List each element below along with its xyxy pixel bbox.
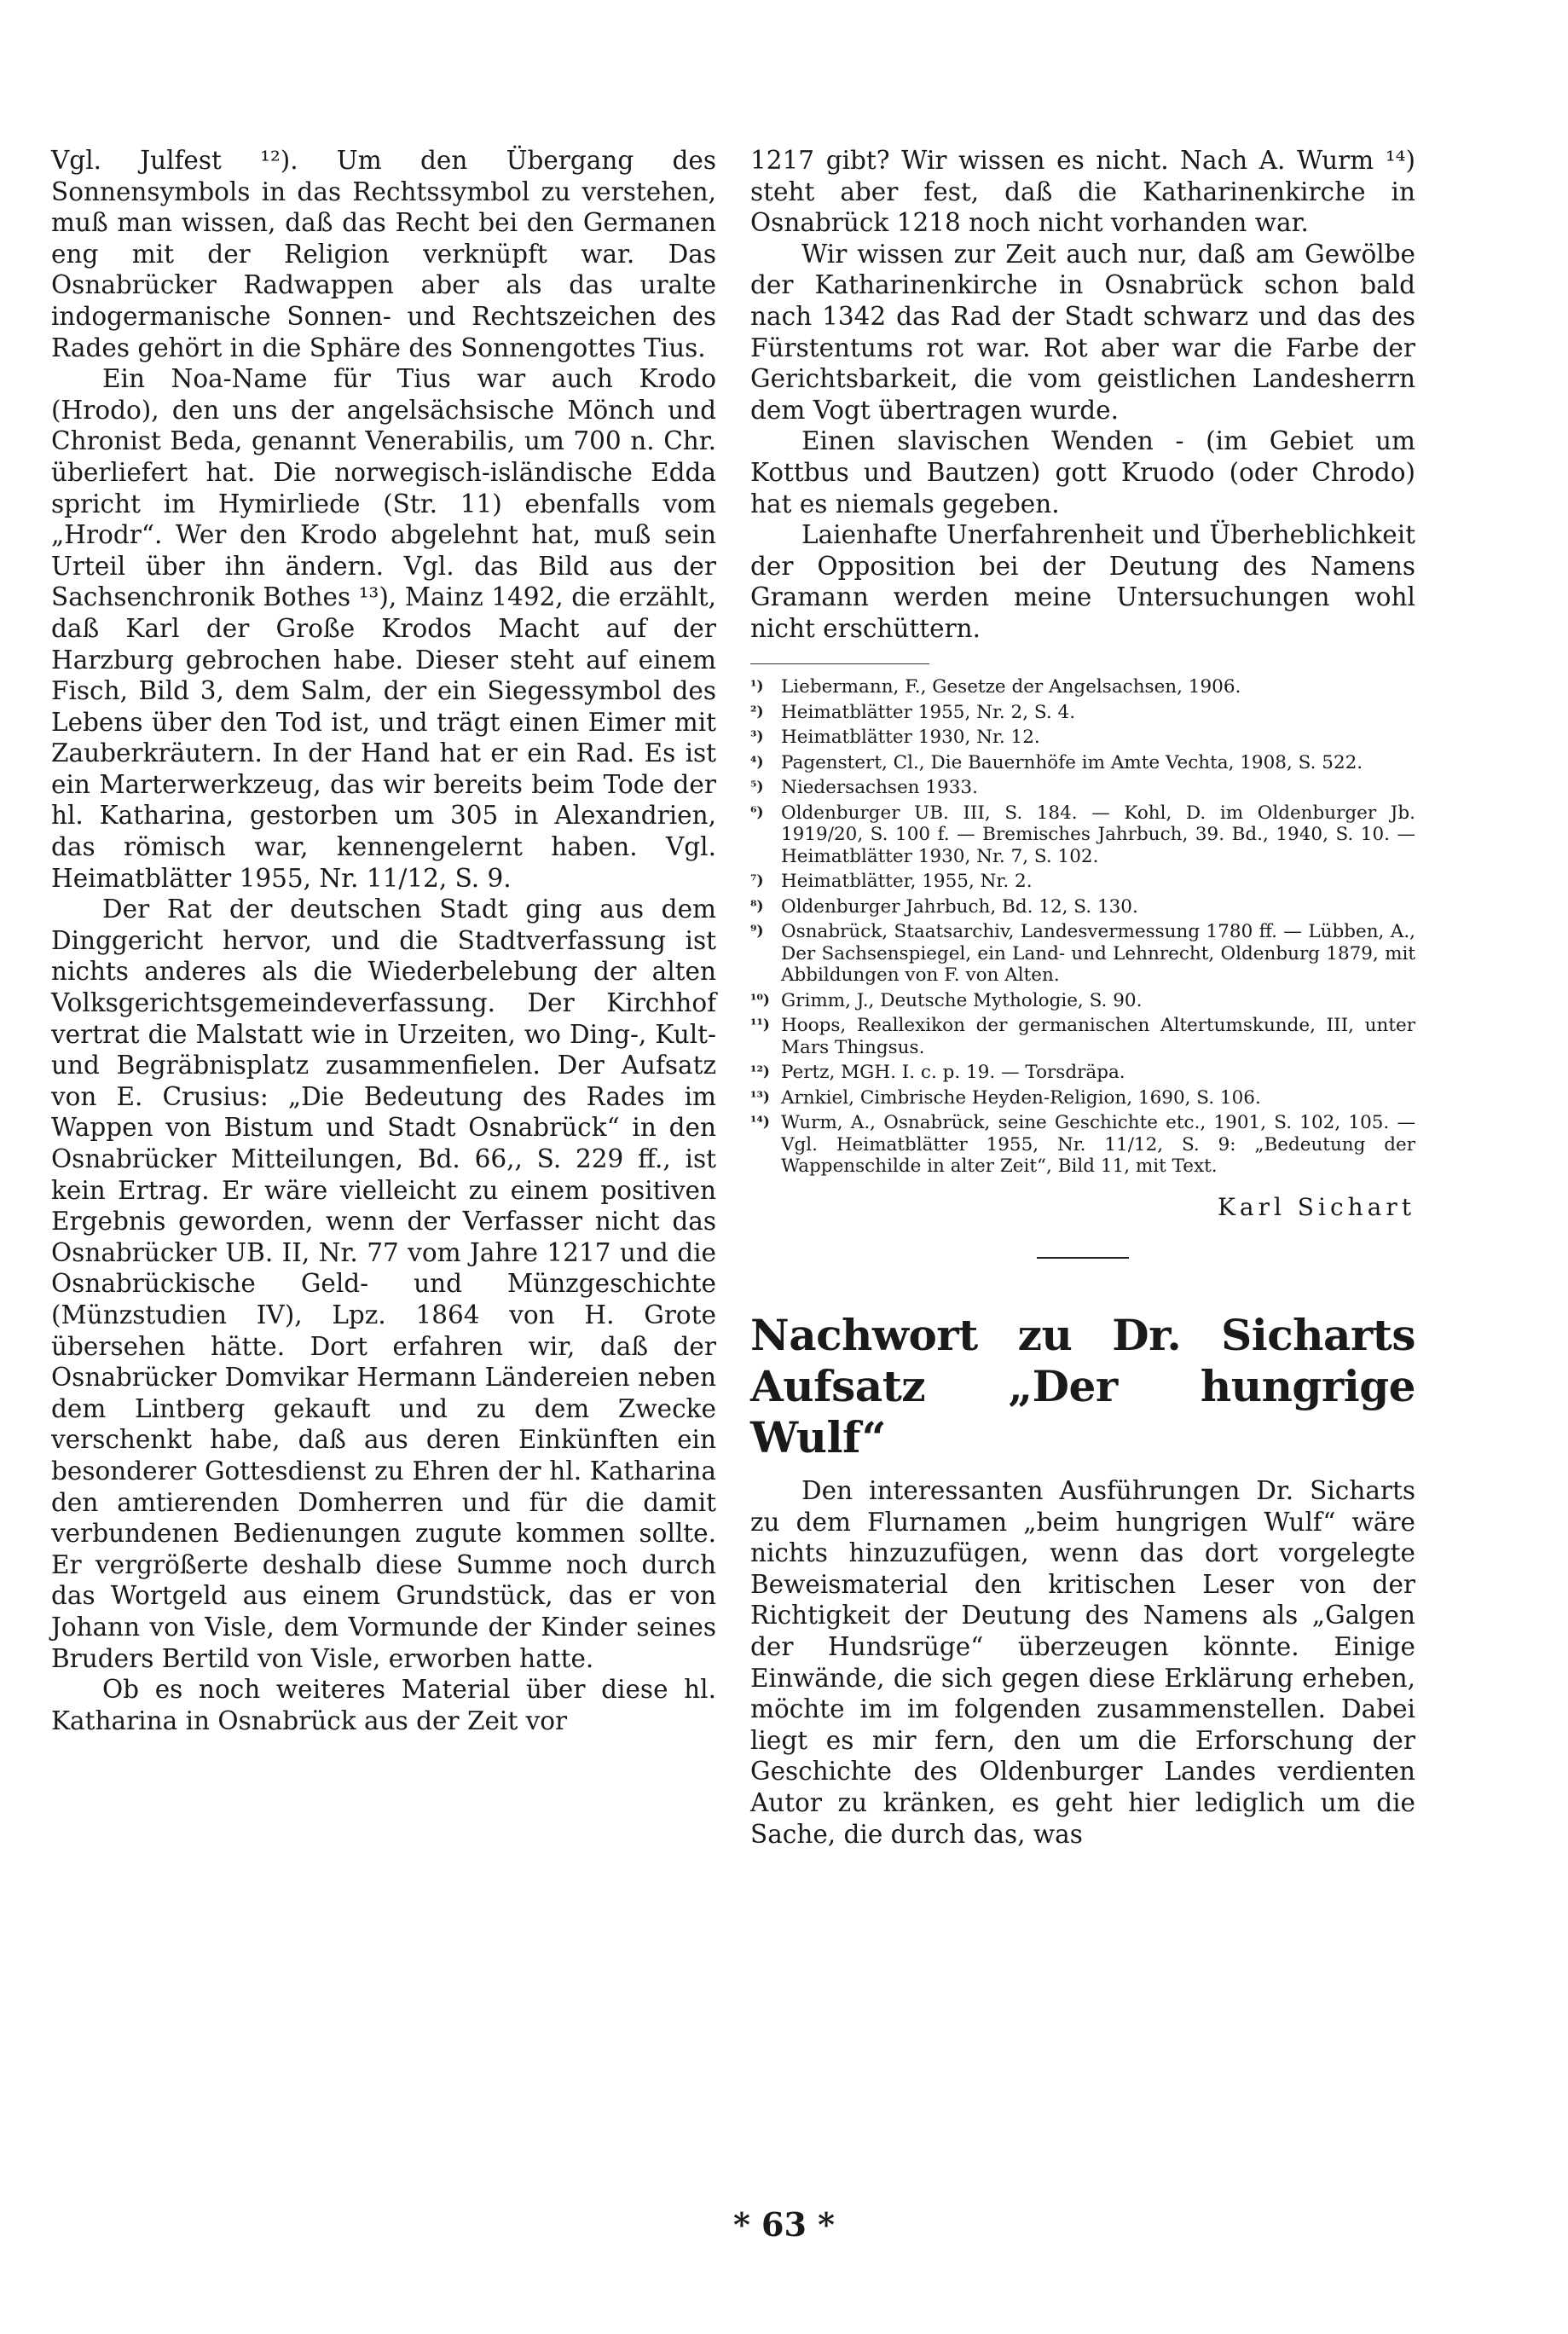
footnote-number: ¹): [750, 678, 764, 695]
footnote-number: ³): [750, 728, 764, 745]
footnote-text: Osnabrück, Staatsarchiv, Landesvermessung 1780 ff. — Lübben, A., Der Sachsenspiegel, ein Land- und Lehnrecht, Oldenburg 1879, mit Abbildungen von F. von Alten.: [781, 921, 1415, 986]
footnotes: [750, 663, 1415, 1178]
footnote-number: ⁶): [750, 803, 764, 821]
footnote-text: Heimatblätter 1930, Nr. 12.: [781, 727, 1040, 748]
footnote: [750, 1015, 1415, 1058]
paragraph: Laienhafte Unerfahrenheit und Überheblichkeit der Opposition bei der Deutung des Namens Gramann werden meine Untersuchungen wohl nicht erschüttern.: [750, 520, 1415, 643]
footnote-text: Hoops, Reallexikon der germanischen Altertumskunde, III, unter Mars Thingsus.: [781, 1015, 1415, 1058]
article-heading: Nachwort zu Dr. Sicharts Aufsatz „Der hungrige Wulf“: [750, 1310, 1415, 1462]
footnote: [750, 871, 1415, 893]
footnote-text: Niedersachsen 1933.: [781, 777, 978, 798]
footnote-text: Liebermann, F., Gesetze der Angelsachsen, 1906.: [781, 676, 1241, 698]
footnote: [750, 777, 1415, 799]
footnote: [750, 921, 1415, 987]
footnote: [750, 1112, 1415, 1178]
footnote-number: ¹¹): [750, 1016, 770, 1034]
footnote-rule: [750, 663, 929, 665]
footnote-text: Wurm, A., Osnabrück, seine Geschichte etc., 1901, S. 102, 105. — Vgl. Heimatblätter 1955, Nr. 11/12, S. 9: „Bedeutung der Wappenschilde in alter Zeit“, Bild 11, mit Text.: [781, 1112, 1415, 1177]
paragraph: Ein Noa-Name für Tius war auch Krodo (Hrodo), den uns der angelsächsische Mönch und Chronist Beda, genannt Venerabilis, um 700 n. Chr. überliefert hat. Die norwegisch-isländische Edda spricht im Hymirliede (Str. 11) ebenfalls vom „Hrodr“. Wer den Krodo abgelehnt hat, muß sein Urteil über ihn ändern. Vgl. das Bild aus der Sachsenchronik Bothes ¹³), Mainz 1492, die erzählt, daß Karl der Große Krodos Macht auf der Harzburg gebrochen habe. Dieser steht auf einem Fisch, Bild 3, dem Salm, der ein Siegessymbol des Lebens über den Tod ist, und trägt einen Eimer mit Zauberkräutern. In der Hand hat er ein Rad. Es ist ein Marterwerkzeug, das wir bereits beim Tode der hl. Katharina, gestorben um 305 in Alexandrien, das römisch war, kennengelernt haben. Vgl. Heimatblätter 1955, Nr. 11/12, S. 9.: [51, 364, 716, 893]
page-number: * 63 *: [732, 2205, 836, 2244]
right-column: [750, 145, 1415, 1850]
paragraph: 1217 gibt? Wir wissen es nicht. Nach A. Wurm ¹⁴) steht aber fest, daß die Katharinenkirche in Osnabrück 1218 noch nicht vorhanden war.: [750, 146, 1415, 238]
footnote-text: Pagenstert, Cl., Die Bauernhöfe im Amte Vechta, 1908, S. 522.: [781, 751, 1363, 773]
author-signature: Karl Sichart: [1217, 1192, 1415, 1221]
footnote: [750, 896, 1415, 918]
footnote-number: ²): [750, 703, 764, 721]
footnote-text: Oldenburger UB. III, S. 184. — Kohl, D. im Oldenburger Jb. 1919/20, S. 100 f. — Bremisches Jahrbuch, 39. Bd., 1940, S. 10. — Heimatblätter 1930, Nr. 7, S. 102.: [781, 802, 1415, 867]
footnote: [750, 676, 1415, 698]
footnote-number: ⁷): [750, 872, 764, 889]
paragraph: Den interessanten Ausführungen Dr. Sicharts zu dem Flurnamen „beim hungrigen Wulf“ wäre nichts hinzuzufügen, wenn das dort vorgelegte Beweismaterial den kritischen Leser von der Richtigkeit der Deutung des Namens als „Galgen der Hundsrüge“ überzeugen könnte. Einige Einwände, die sich gegen diese Erklärung erheben, möchte im im folgenden zusammenstellen. Dabei liegt es mir fern, den um die Erforschung der Geschichte des Oldenburger Landes verdienten Autor zu kränken, es geht hier lediglich um die Sache, die durch das, was: [750, 1476, 1415, 1849]
left-column: [51, 145, 716, 1736]
footnote-number: ¹⁰): [750, 991, 770, 1009]
footnote-number: ¹³): [750, 1088, 770, 1106]
paragraph: Der Rat der deutschen Stadt ging aus dem Dinggericht hervor, und die Stadtverfassung ist nichts anderes als die Wiederbelebung der alten Volksgerichtsgemeindeverfassung. Der Kirchhof vertrat die Malstatt wie in Urzeiten, wo Ding-, Kult- und Begräbnisplatz zusammenfielen. Der Aufsatz von E. Crusius: „Die Bedeutung des Rades im Wappen von Bistum und Stadt Osnabrück“ in den Osnabrücker Mitteilungen, Bd. 66,, S. 229 ff., ist kein Ertrag. Er wäre vielleicht zu einem positiven Ergebnis geworden, wenn der Verfasser nicht das Osnabrücker UB. II, Nr. 77 vom Jahre 1217 und die Osnabrückische Geld- und Münzgeschichte (Münzstudien IV), Lpz. 1864 von H. Grote übersehen hätte. Dort erfahren wir, daß der Osnabrücker Domvikar Hermann Ländereien neben dem Lintberg gekauft und zu dem Zwecke verschenkt habe, daß aus deren Einkünften ein besonderer Gottesdienst zu Ehren der hl. Katharina den amtierenden Domherren und für die damit verbundenen Bedienungen zugute kommen sollte. Er vergrößerte deshalb diese Summe noch durch das Wortgeld aus einem Grundstück, das er von Johann von Visle, dem Vormunde der Kinder seines Bruders Bertild von Visle, erworben hatte.: [51, 895, 716, 1673]
paragraph: Einen slavischen Wenden - (im Gebiet um Kottbus und Bautzen) gott Kruodo (oder Chrodo) hat es niemals gegeben.: [750, 426, 1415, 518]
footnote: [750, 727, 1415, 749]
footnote-number: ⁴): [750, 753, 764, 771]
footnote-number: ⁸): [750, 897, 764, 915]
footnote: [750, 1087, 1415, 1109]
paragraph: Vgl. Julfest ¹²). Um den Übergang des Sonnensymbols in das Rechtssymbol zu verstehen, muß man wissen, daß das Recht bei den Germanen eng mit der Religion verknüpft war. Das Osnabrücker Radwappen aber als das uralte indogermanische Sonnen- und Rechtszeichen des Rades gehört in die Sphäre des Sonnengottes Tius.: [51, 146, 716, 362]
paragraph: Ob es noch weiteres Material über diese hl. Katharina in Osnabrück aus der Zeit vor: [51, 1675, 716, 1735]
footnote-text: Heimatblätter, 1955, Nr. 2.: [781, 871, 1033, 892]
footnote-number: ⁹): [750, 923, 764, 940]
footnote-text: Heimatblätter 1955, Nr. 2, S. 4.: [781, 701, 1076, 723]
footnote: [750, 702, 1415, 724]
footnote-number: ¹²): [750, 1063, 770, 1080]
footnote-number: ⁵): [750, 779, 764, 796]
footnote: [750, 802, 1415, 868]
footnote-text: Oldenburger Jahrbuch, Bd. 12, S. 130.: [781, 895, 1138, 918]
footnote-number: ¹⁴): [750, 1114, 770, 1131]
footnote: [750, 1062, 1415, 1084]
footnote: [750, 752, 1415, 774]
footnote-text: Arnkiel, Cimbrische Heyden-Religion, 1690, S. 106.: [781, 1086, 1261, 1109]
section-divider: [1037, 1257, 1129, 1260]
footnote-text: Grimm, J., Deutsche Mythologie, S. 90.: [781, 989, 1143, 1011]
footnote-text: Pertz, MGH. I. c. p. 19. — Torsdräpa.: [781, 1062, 1125, 1083]
paragraph: Wir wissen zur Zeit auch nur, daß am Gewölbe der Katharinenkirche in Osnabrück schon bald nach 1342 das Rad der Stadt schwarz und das des Fürstentums rot war. Rot aber war die Farbe der Gerichtsbarkeit, die vom geistlichen Landesherrn dem Vogt übertragen wurde.: [750, 239, 1415, 425]
footnote: [750, 990, 1415, 1012]
